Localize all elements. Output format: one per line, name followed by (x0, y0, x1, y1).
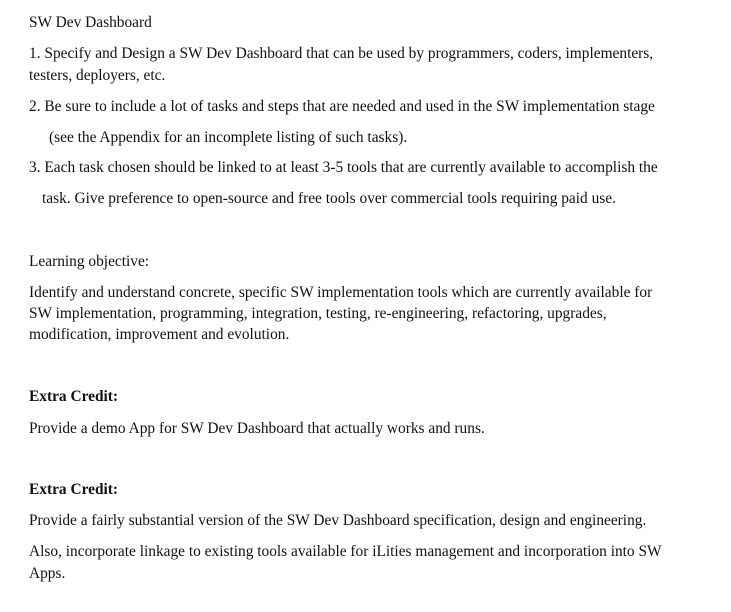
list-item-2-line-2: (see the Appendix for an incomplete listing of such tasks). (49, 129, 408, 146)
learning-objective-line-1: Identify and understand concrete, specific SW implementation tools which are currently available for (29, 284, 653, 301)
extra-credit-2-line-3: Apps. (29, 565, 66, 582)
list-item-2-line-1: 2. Be sure to include a lot of tasks and steps that are needed and used in the SW implementation stage (29, 98, 655, 115)
extra-credit-1-text: Provide a demo App for SW Dev Dashboard that actually works and runs. (29, 420, 485, 437)
learning-objective-heading: Learning objective: (29, 253, 150, 270)
extra-credit-2-heading: Extra Credit: (29, 481, 119, 498)
list-item-1-line-2: testers, deployers, etc. (29, 67, 166, 84)
list-item-3-line-1: 3. Each task chosen should be linked to at least 3-5 tools that are currently available to accomplish the (29, 159, 658, 176)
extra-credit-2-line-2: Also, incorporate linkage to existing tools available for iLities management and incorporation into SW (29, 543, 662, 560)
list-item-3-line-2: task. Give preference to open-source and free tools over commercial tools requiring paid use. (42, 190, 616, 207)
list-item-1-line-1: 1. Specify and Design a SW Dev Dashboard that can be used by programmers, coders, implementers, (29, 45, 654, 62)
document-title: SW Dev Dashboard (29, 14, 152, 31)
extra-credit-2-line-1: Provide a fairly substantial version of the SW Dev Dashboard specification, design and engineering. (29, 512, 647, 529)
extra-credit-1-heading: Extra Credit: (29, 388, 119, 405)
learning-objective-line-2: SW implementation, programming, integration, testing, re-engineering, refactoring, upgrades, (29, 305, 607, 322)
learning-objective-line-3: modification, improvement and evolution. (29, 326, 290, 343)
